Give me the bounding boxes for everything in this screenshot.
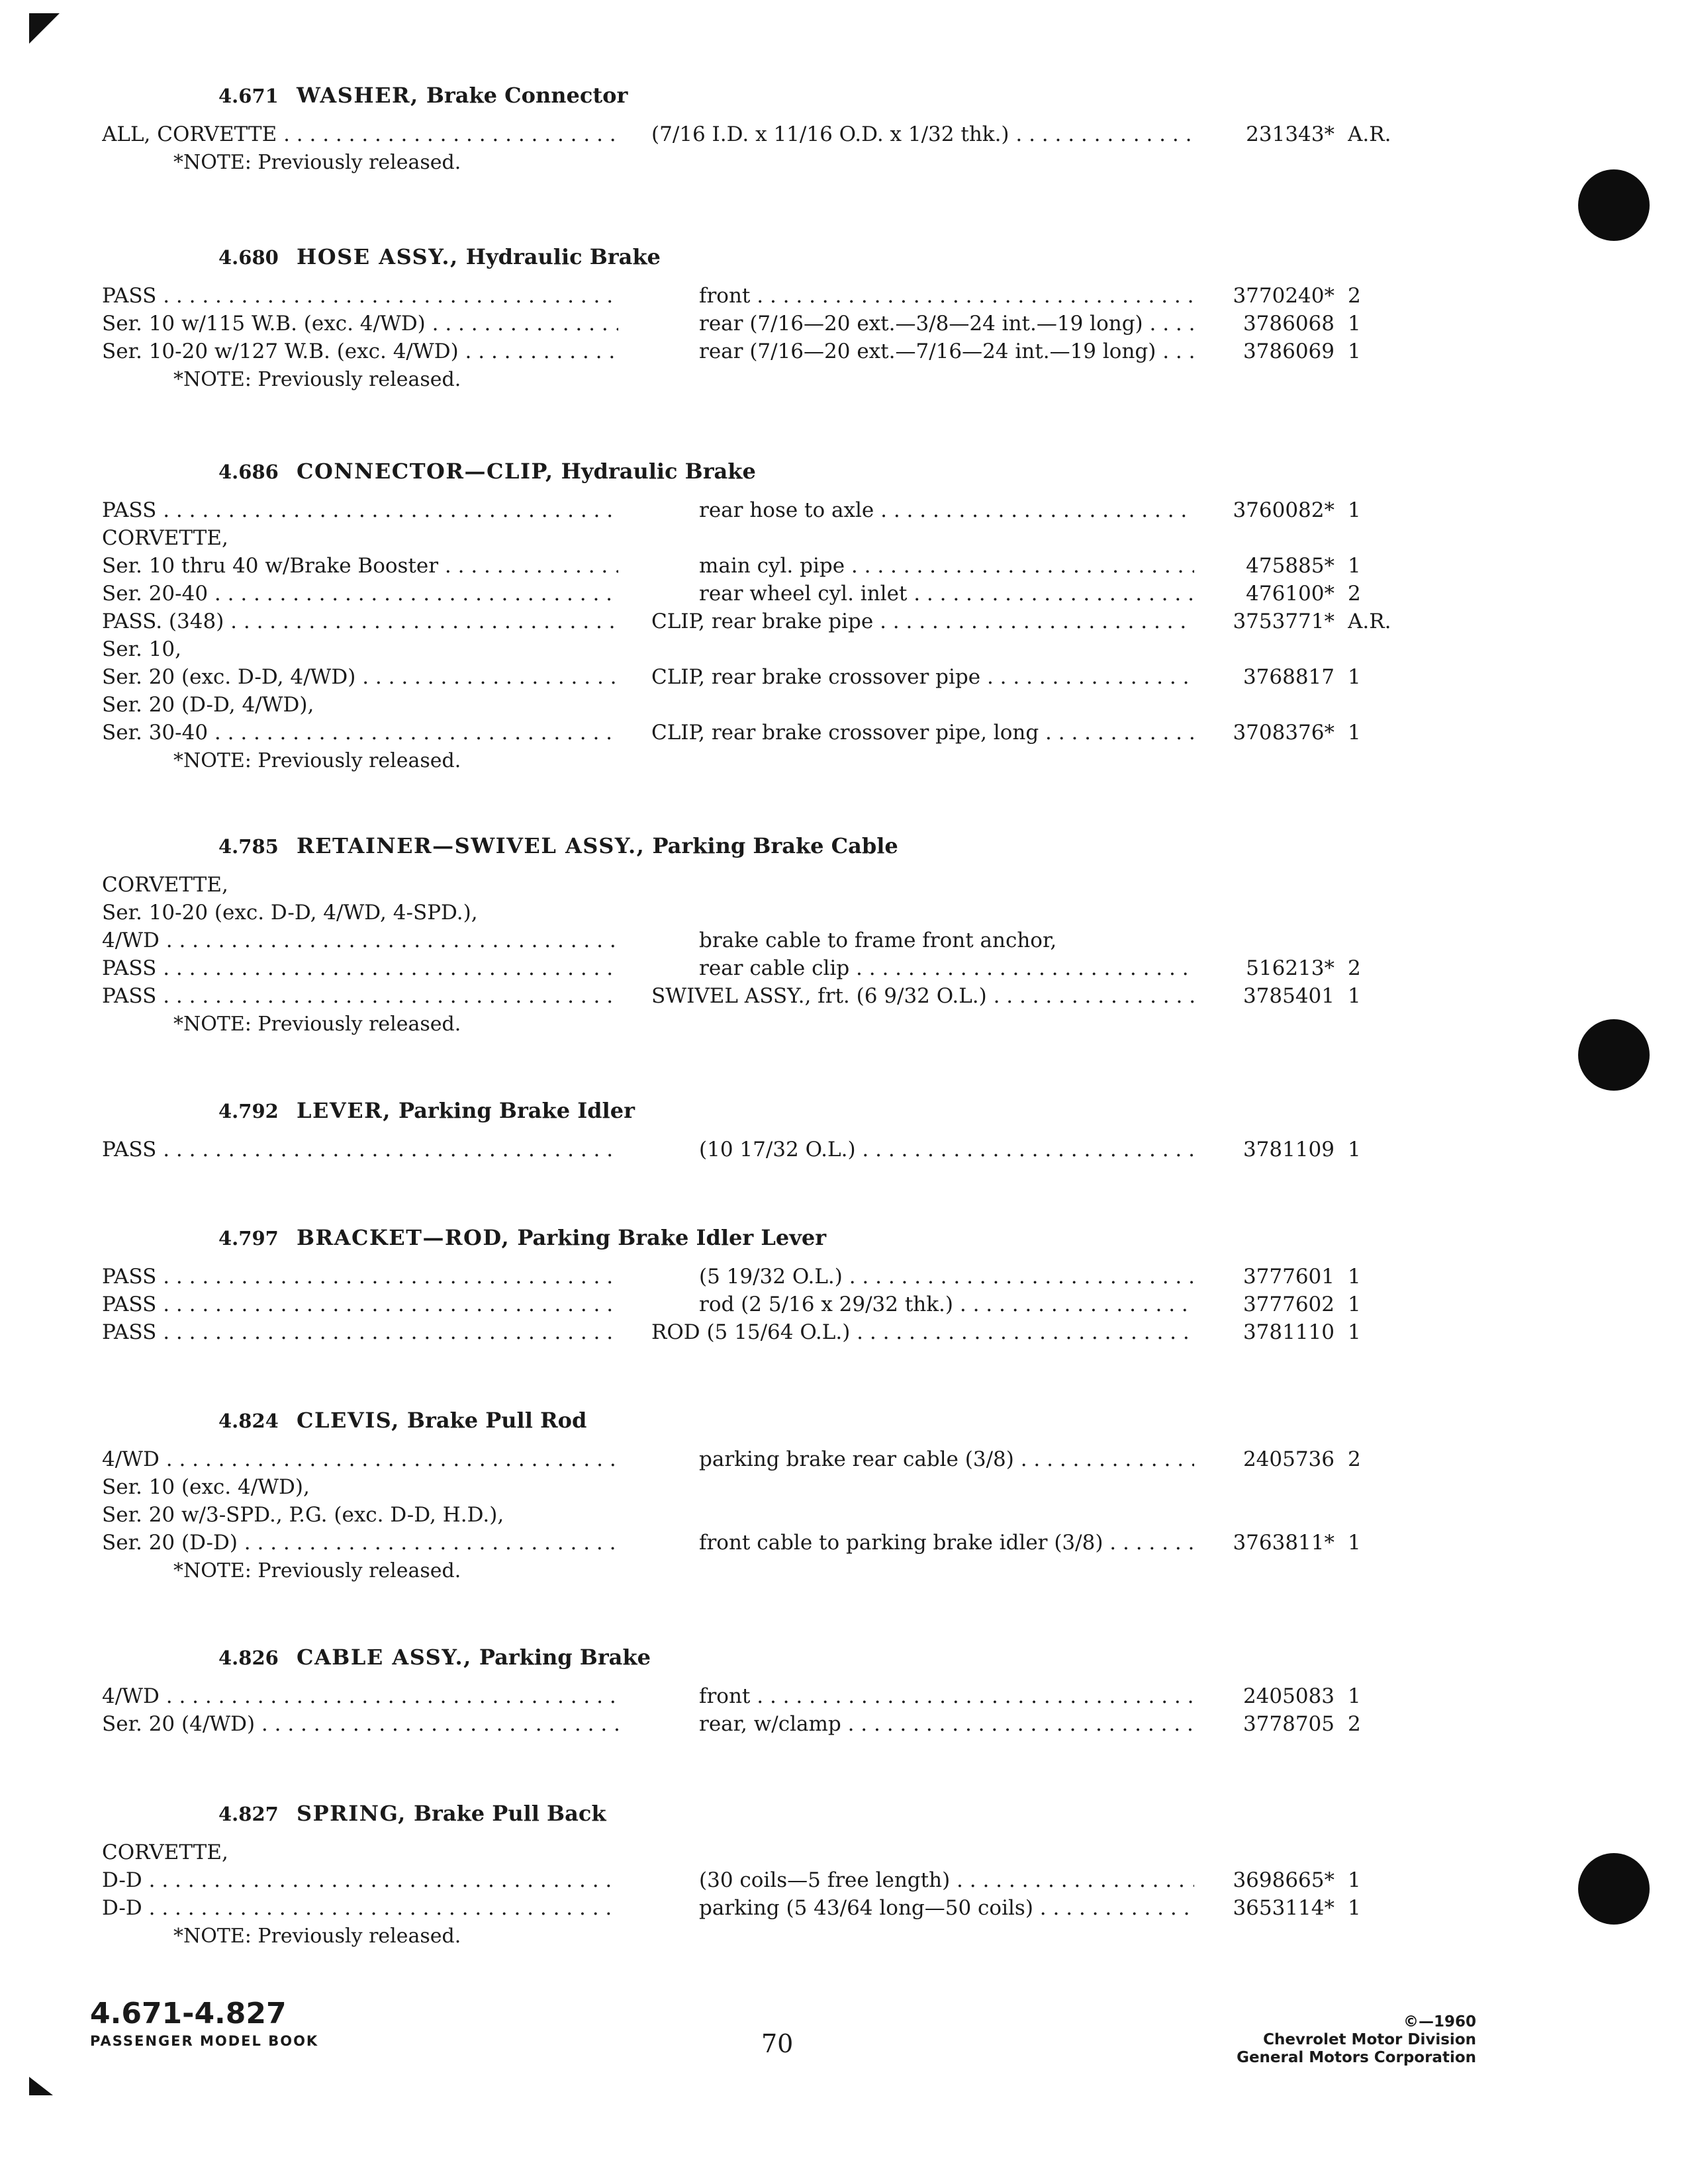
section-heading xyxy=(218,1645,651,1670)
part-description: (10 17/32 O.L.) . . . xyxy=(699,1136,1194,1163)
parts-row xyxy=(0,310,1688,338)
parts-row xyxy=(0,338,1688,365)
part-description: brake cable to frame front anchor, xyxy=(699,929,1057,952)
part-description: rear hose to axle . . . xyxy=(699,496,1194,524)
application-label: 4/WD . . . xyxy=(102,1445,618,1473)
parts-row xyxy=(0,663,1688,691)
section-title: BRACKET—ROD, xyxy=(297,1225,510,1250)
application-label: ALL, CORVETTE . . . xyxy=(102,120,618,148)
parts-row xyxy=(0,1682,1688,1710)
quantity: 1 xyxy=(1348,1320,1361,1344)
section-subtitle: Hydraulic Brake xyxy=(561,459,756,484)
quantity: 1 xyxy=(1348,1138,1361,1161)
part-description: (30 coils—5 free length) . . . xyxy=(699,1866,1194,1894)
application-label: PASS. (348) . . . xyxy=(102,608,618,635)
release-note: *NOTE: Previously released. xyxy=(173,151,461,174)
application-label: 4/WD . . . xyxy=(102,927,618,954)
section-title: WASHER, xyxy=(297,83,419,108)
section-title: CABLE ASSY., xyxy=(297,1645,472,1670)
section-subtitle: Parking Brake Idler Lever xyxy=(517,1225,827,1250)
section-heading xyxy=(218,1408,586,1433)
parts-row xyxy=(0,982,1688,1010)
part-description: (5 19/32 O.L.) . . . xyxy=(699,1263,1194,1291)
section-title: LEVER, xyxy=(297,1098,391,1123)
application-label: PASS . . . xyxy=(102,282,618,310)
application-label: D-D . . . xyxy=(102,1866,618,1894)
section-title: CONNECTOR—CLIP, xyxy=(297,459,554,484)
title-spacer xyxy=(419,83,426,108)
quantity: 2 xyxy=(1348,1447,1361,1471)
application-label: Ser. 20 (D-D, 4/WD), xyxy=(102,693,314,717)
title-spacer xyxy=(472,1645,479,1670)
application-label: Ser. 20-40 . . . xyxy=(102,580,618,608)
part-number: 3768817 xyxy=(1243,665,1335,689)
parts-row xyxy=(0,1318,1688,1346)
section-number: 4.686 xyxy=(218,461,279,483)
section-heading xyxy=(218,459,756,484)
part-number: 2405736 xyxy=(1243,1447,1335,1471)
application-label: Ser. 10-20 (exc. D-D, 4/WD, 4-SPD.), xyxy=(102,901,478,925)
application-label: Ser. 10, xyxy=(102,637,182,661)
quantity: 2 xyxy=(1348,284,1361,308)
part-description: parking (5 43/64 long—50 coils) . . . xyxy=(699,1894,1194,1922)
part-number: 3786068 xyxy=(1243,312,1335,336)
section-number: 4.826 xyxy=(218,1647,279,1669)
parts-row xyxy=(0,719,1688,747)
title-spacer xyxy=(510,1225,517,1250)
quantity: 1 xyxy=(1348,1265,1361,1289)
application-label: CORVETTE, xyxy=(102,1841,228,1864)
part-description: rear (7/16—20 ext.—7/16—24 int.—19 long) . . . xyxy=(699,338,1194,365)
parts-row xyxy=(0,1445,1688,1473)
part-description: CLIP, rear brake crossover pipe . . . xyxy=(651,663,1194,691)
publisher-division: Chevrolet Motor Division xyxy=(1263,2031,1476,2048)
parts-row xyxy=(0,899,1688,927)
title-spacer xyxy=(400,1408,407,1433)
section-number: 4.671 xyxy=(218,85,279,107)
parts-row xyxy=(0,608,1688,635)
application-label: CORVETTE, xyxy=(102,873,228,897)
part-description: rod (2 5/16 x 29/32 thk.) . . . xyxy=(699,1291,1194,1318)
parts-row xyxy=(0,927,1688,954)
title-spacer xyxy=(391,1098,399,1123)
parts-row xyxy=(0,1866,1688,1894)
parts-row xyxy=(0,1894,1688,1922)
quantity: 2 xyxy=(1348,956,1361,980)
part-description: ROD (5 15/64 O.L.) . . . xyxy=(651,1318,1194,1346)
parts-row xyxy=(0,1291,1688,1318)
page-number: 70 xyxy=(761,2029,794,2058)
application-label: Ser. 20 w/3-SPD., P.G. (exc. D-D, H.D.), xyxy=(102,1503,504,1527)
quantity: 1 xyxy=(1348,721,1361,745)
quantity: 1 xyxy=(1348,554,1361,578)
part-number: 476100* xyxy=(1246,582,1335,606)
section-number: 4.792 xyxy=(218,1100,279,1122)
footer-book-title: PASSENGER MODEL BOOK xyxy=(90,2033,319,2049)
section-title: CLEVIS, xyxy=(297,1408,400,1433)
quantity: 1 xyxy=(1348,1531,1361,1555)
parts-row xyxy=(0,1501,1688,1529)
title-spacer xyxy=(406,1801,414,1826)
publisher-corporation: General Motors Corporation xyxy=(1237,2049,1476,2066)
title-spacer xyxy=(554,459,561,484)
quantity: 1 xyxy=(1348,1293,1361,1316)
quantity: A.R. xyxy=(1348,122,1391,146)
footer-range: 4.671-4.827 xyxy=(90,1997,287,2030)
application-label: PASS . . . xyxy=(102,1318,618,1346)
release-note: *NOTE: Previously released. xyxy=(173,749,461,772)
application-label: Ser. 20 (4/WD) . . . xyxy=(102,1710,618,1738)
part-description: main cyl. pipe . . . xyxy=(699,552,1194,580)
binder-hole-middle xyxy=(1578,1019,1650,1091)
section-number: 4.680 xyxy=(218,246,279,269)
application-label: PASS . . . xyxy=(102,1136,618,1163)
parts-row xyxy=(0,1529,1688,1557)
section-heading xyxy=(218,834,898,858)
section-number: 4.824 xyxy=(218,1410,279,1432)
part-number: 2405083 xyxy=(1243,1684,1335,1708)
binder-hole-top xyxy=(1578,169,1650,241)
part-number: 3653114* xyxy=(1233,1896,1335,1920)
quantity: 1 xyxy=(1348,1868,1361,1892)
part-number: 3785401 xyxy=(1243,984,1335,1008)
section-heading xyxy=(218,83,628,108)
parts-row xyxy=(0,1136,1688,1163)
application-label: Ser. 10 w/115 W.B. (exc. 4/WD) . . . xyxy=(102,310,618,338)
part-number: 3781110 xyxy=(1243,1320,1335,1344)
quantity: 2 xyxy=(1348,1712,1361,1736)
section-number: 4.785 xyxy=(218,835,279,858)
section-heading xyxy=(218,245,661,269)
part-number: 516213* xyxy=(1246,956,1335,980)
parts-row xyxy=(0,120,1688,148)
application-label: Ser. 10 (exc. 4/WD), xyxy=(102,1475,310,1499)
section-subtitle: Parking Brake Idler xyxy=(398,1098,635,1123)
section-subtitle: Parking Brake xyxy=(479,1645,651,1670)
part-number: 3777602 xyxy=(1243,1293,1335,1316)
application-label: PASS . . . xyxy=(102,1291,618,1318)
release-note: *NOTE: Previously released. xyxy=(173,1925,461,1948)
part-description: front . . . xyxy=(699,282,1194,310)
corner-mark-top-left xyxy=(29,13,60,44)
application-label: CORVETTE, xyxy=(102,526,228,550)
part-description: SWIVEL ASSY., frt. (6 9/32 O.L.) . . . xyxy=(651,982,1194,1010)
quantity: 2 xyxy=(1348,582,1361,606)
parts-row xyxy=(0,552,1688,580)
part-number: 3763811* xyxy=(1233,1531,1335,1555)
part-description: front cable to parking brake idler (3/8) . . . xyxy=(699,1529,1194,1557)
corner-mark-bottom-left xyxy=(29,2077,53,2095)
section-number: 4.827 xyxy=(218,1803,279,1825)
section-subtitle: Parking Brake Cable xyxy=(652,833,898,858)
section-title: SPRING, xyxy=(297,1801,406,1826)
application-label: PASS . . . xyxy=(102,496,618,524)
application-label: Ser. 10-20 w/127 W.B. (exc. 4/WD) . . . xyxy=(102,338,618,365)
section-heading xyxy=(218,1226,826,1250)
parts-row xyxy=(0,580,1688,608)
title-spacer xyxy=(459,244,466,269)
part-number: 3786069 xyxy=(1243,340,1335,363)
parts-row xyxy=(0,871,1688,899)
parts-row xyxy=(0,1839,1688,1866)
part-number: 3777601 xyxy=(1243,1265,1335,1289)
section-subtitle: Brake Pull Rod xyxy=(406,1408,587,1433)
application-label: Ser. 30-40 . . . xyxy=(102,719,618,747)
parts-row xyxy=(0,1473,1688,1501)
parts-row xyxy=(0,282,1688,310)
parts-row xyxy=(0,524,1688,552)
part-number: 3708376* xyxy=(1233,721,1335,745)
quantity: 1 xyxy=(1348,312,1361,336)
quantity: 1 xyxy=(1348,1684,1361,1708)
quantity: 1 xyxy=(1348,340,1361,363)
quantity: 1 xyxy=(1348,665,1361,689)
part-description: (7/16 I.D. x 11/16 O.D. x 1/32 thk.) . . . xyxy=(651,120,1194,148)
quantity: 1 xyxy=(1348,984,1361,1008)
application-label: Ser. 20 (D-D) . . . xyxy=(102,1529,618,1557)
parts-row xyxy=(0,635,1688,663)
section-title: RETAINER—SWIVEL ASSY., xyxy=(297,833,645,858)
application-label: PASS . . . xyxy=(102,954,618,982)
part-description: CLIP, rear brake crossover pipe, long . . . xyxy=(651,719,1194,747)
quantity: A.R. xyxy=(1348,610,1391,633)
section-number: 4.797 xyxy=(218,1227,279,1250)
application-label: Ser. 20 (exc. D-D, 4/WD) . . . xyxy=(102,663,618,691)
release-note: *NOTE: Previously released. xyxy=(173,1013,461,1036)
parts-row xyxy=(0,954,1688,982)
copyright-year: ©—1960 xyxy=(1403,2013,1476,2030)
parts-row xyxy=(0,1263,1688,1291)
application-label: 4/WD . . . xyxy=(102,1682,618,1710)
section-heading xyxy=(218,1099,635,1123)
part-number: 475885* xyxy=(1246,554,1335,578)
part-number: 3698665* xyxy=(1233,1868,1335,1892)
part-description: front . . . xyxy=(699,1682,1194,1710)
quantity: 1 xyxy=(1348,1896,1361,1920)
part-number: 3778705 xyxy=(1243,1712,1335,1736)
section-heading xyxy=(218,1801,606,1826)
section-subtitle: Hydraulic Brake xyxy=(465,244,661,269)
part-description: parking brake rear cable (3/8) . . . xyxy=(699,1445,1194,1473)
parts-row xyxy=(0,496,1688,524)
part-description: rear, w/clamp . . . xyxy=(699,1710,1194,1738)
release-note: *NOTE: Previously released. xyxy=(173,1559,461,1582)
parts-row xyxy=(0,1710,1688,1738)
section-subtitle: Brake Connector xyxy=(426,83,628,108)
section-subtitle: Brake Pull Back xyxy=(413,1801,606,1826)
application-label: D-D . . . xyxy=(102,1894,618,1922)
part-description: rear cable clip . . . xyxy=(699,954,1194,982)
release-note: *NOTE: Previously released. xyxy=(173,368,461,391)
part-number: 3770240* xyxy=(1233,284,1335,308)
application-label: Ser. 10 thru 40 w/Brake Booster . . . xyxy=(102,552,618,580)
part-number: 231343* xyxy=(1246,122,1335,146)
part-description: rear wheel cyl. inlet . . . xyxy=(699,580,1194,608)
application-label: PASS . . . xyxy=(102,1263,618,1291)
quantity: 1 xyxy=(1348,498,1361,522)
part-description: CLIP, rear brake pipe . . . xyxy=(651,608,1194,635)
copyright-block xyxy=(1125,2013,1476,2067)
application-label: PASS . . . xyxy=(102,982,618,1010)
section-title: HOSE ASSY., xyxy=(297,244,459,269)
part-number: 3760082* xyxy=(1233,498,1335,522)
title-spacer xyxy=(645,833,652,858)
part-number: 3781109 xyxy=(1243,1138,1335,1161)
parts-row xyxy=(0,691,1688,719)
part-number: 3753771* xyxy=(1233,610,1335,633)
part-description: rear (7/16—20 ext.—3/8—24 int.—19 long) . . . xyxy=(699,310,1194,338)
